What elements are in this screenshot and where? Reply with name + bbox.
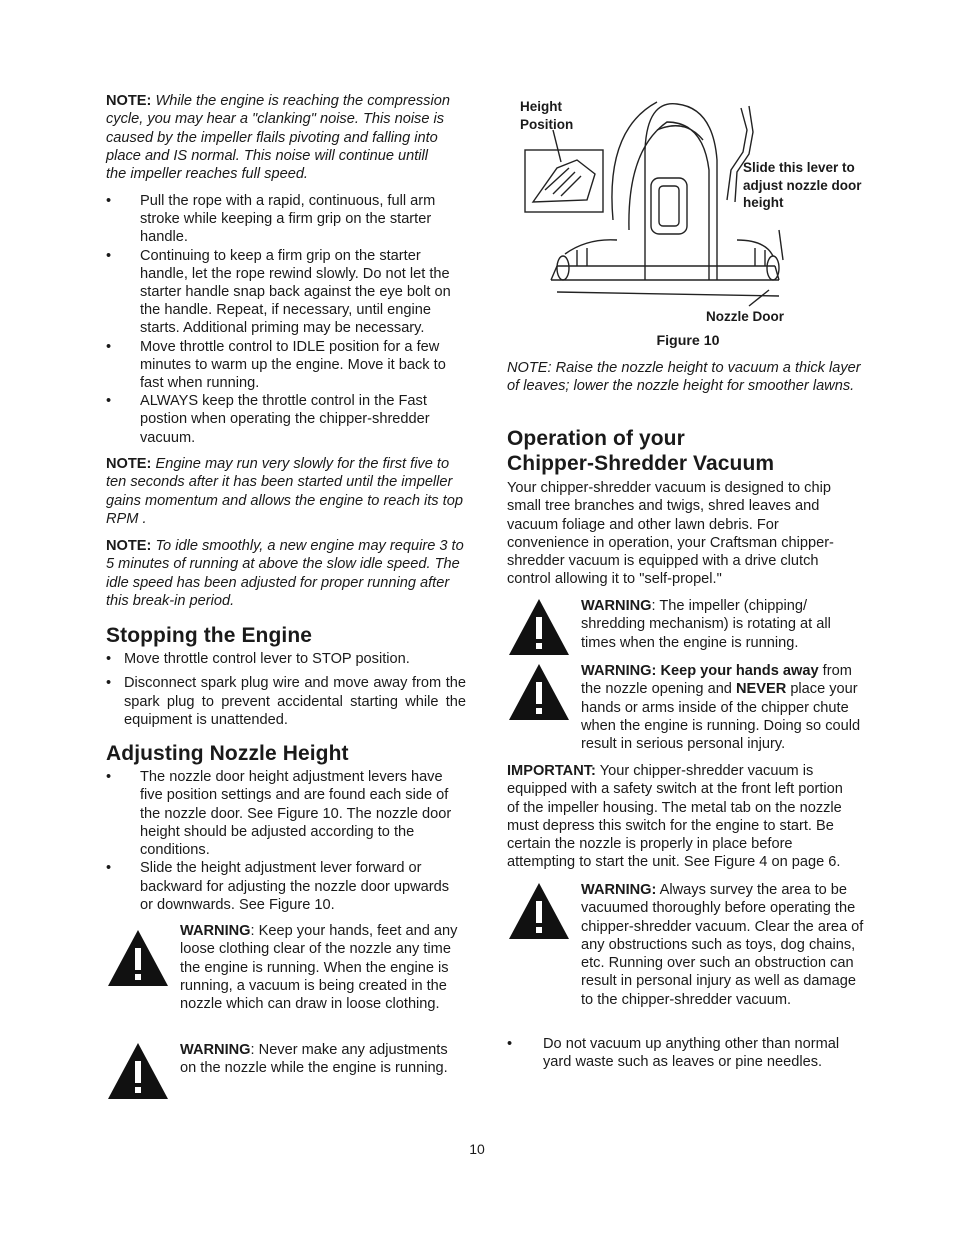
figure-label-nozzle-door: Nozzle Door <box>706 309 785 324</box>
warning-block <box>507 597 869 657</box>
vacuum-bullet-list <box>507 1035 859 1072</box>
bullet-icon: • <box>507 1036 513 1052</box>
heading-stopping-engine: Stopping the Engine <box>106 624 313 647</box>
bullet-icon: • <box>106 393 112 410</box>
bullet-icon: • <box>106 769 112 785</box>
bullet-icon: • <box>106 193 112 209</box>
warning-block: WARNING: Keep your hands away from the nozzle opening and NEVER place your hands or arms inside of the chipper chute when the engine is running. Doing so could result in serious personal injury. <box>507 662 869 757</box>
warning-label: WARNING <box>581 598 652 614</box>
warning-icon <box>507 662 571 724</box>
figure-caption: Figure 10 <box>656 333 720 349</box>
important-paragraph: IMPORTANT: Your chipper-shredder vacuum is equipped with a safety switch at the front left portion of the impeller housing. The metal tab on the nozzle must depress this switch for the engine to start. Be certain the nozzle is properly in place before attempting to start the unit. See Figure 4 on page 6. <box>507 763 843 871</box>
note-nozzle-height: NOTE: Raise the nozzle height to vacuum a thick layer of leaves; lower the nozzle height for smoother lawns. <box>507 360 861 395</box>
note-idle <box>106 537 468 610</box>
note-label: NOTE: <box>106 456 152 472</box>
note-compression <box>106 92 451 183</box>
bullet-icon: • <box>106 651 112 667</box>
list-item: • Continuing to keep a firm grip on the starter handle, let the rope rewind slowly. Do not let the starter handle snap back against the eye bolt on the handle. Repeat, if necessary, until engine starts. Additional priming may be necessary. <box>106 247 451 337</box>
figure-10 <box>507 90 869 360</box>
warning-block <box>507 881 869 1029</box>
stopping-bullet-list <box>106 650 466 729</box>
note-label: NOTE: <box>106 538 152 554</box>
starting-bullet-list <box>106 192 452 447</box>
note-text: Engine may run very slowly for the first five to ten seconds after it has been started until the impeller gains momentum and allows the engine to reach its top RPM . <box>106 456 463 527</box>
warning-icon <box>106 1041 170 1103</box>
list-item: • Disconnect spark plug wire and move away from the spark plug to prevent accidental starting while the equipment is unattended. <box>106 675 466 728</box>
vacuum-illustration <box>517 90 787 310</box>
note-text: While the engine is reaching the compression cycle, you may hear a "clanking" noise. This noise is caused by the impeller flails pivoting and falling into place and IS normal. This noise will continue untill the impeller reaches full speed. <box>106 93 450 183</box>
warning-text: Always survey the area to be vacuumed thoroughly before operating the chipper-shredder vacuum. Clear the area of any obstructions such as toys, dog chains, etc. Running over such an obstruction can result in personal injury as well as damage to the chipper-shredder vacuum. <box>581 882 864 1008</box>
warning-icon <box>507 881 571 943</box>
bullet-icon: • <box>106 860 112 877</box>
warning-label: WARNING <box>180 1042 251 1058</box>
warning-label: WARNING: <box>581 882 657 898</box>
list-item: • Move throttle control to IDLE position for a few minutes to warm up the engine. Move it back to fast when running. <box>106 338 446 392</box>
warning-icon <box>507 597 571 659</box>
operation-paragraph: Your chipper-shredder vacuum is designed to chip small tree branches and twigs, shred leaves and vacuum foliage and other lawn debris. For convenience in operation, your Craftsman chipper-shredder vacuum is equipped with a drive clutch control allowing it to "self-propel." <box>507 480 834 588</box>
note-text: To idle smoothly, a new engine may require 3 to 5 minutes of running at above the slow idle speed. The idle speed has been adjusted for proper running after this break-in period. <box>106 538 464 609</box>
adjusting-bullet-list <box>106 768 466 914</box>
bullet-icon: • <box>106 338 112 355</box>
list-item: • The nozzle door height adjustment levers have five position settings and are found each side of the nozzle door. See Figure 10. The nozzle door height should be adjusted according to the conditions. <box>106 769 452 859</box>
never-emphasis: NEVER <box>735 681 787 698</box>
list-item: • Do not vacuum up anything other than normal yard waste such as leaves or pine needles. <box>507 1036 840 1071</box>
warning-text: : Keep your hands, feet and any loose clothing clear of the nozzle any time the engine is running. When the engine is running, a vacuum is being created in the nozzle which can draw in loose clothing. <box>180 923 458 1013</box>
list-item: • Move throttle control lever to STOP position. <box>106 651 410 667</box>
warning-text: : Never make any adjustments on the nozzle while the engine is running. <box>180 1042 448 1077</box>
warning-text: : The impeller (chipping/ shredding mechanism) is rotating at all times when the engine is running. <box>581 598 831 651</box>
important-label: IMPORTANT: <box>507 763 596 779</box>
page-number: 10 <box>469 1141 485 1157</box>
figure-label-height-position: Height Position <box>520 99 574 132</box>
note-engine-slow <box>106 455 468 528</box>
warning-block <box>106 922 466 1032</box>
warning-label: WARNING <box>180 923 251 939</box>
heading-operation: Operation of your Chipper-Shredder Vacuum <box>507 427 775 475</box>
warning-icon <box>106 928 170 990</box>
note-label: NOTE: <box>106 93 152 109</box>
heading-adjusting-nozzle: Adjusting Nozzle Height <box>106 742 349 765</box>
list-item: • Slide the height adjustment lever forward or backward for adjusting the nozzle door upwards or downwards. See Figure 10. <box>106 860 450 914</box>
warning-block <box>106 1041 466 1101</box>
bullet-icon: • <box>106 247 112 264</box>
warning-label: WARNING: Keep your hands away <box>581 663 819 679</box>
figure-label-slide-lever: Slide this lever to adjust nozzle door height <box>743 160 862 210</box>
list-item: • Pull the rope with a rapid, continuous, full arm stroke while keeping a firm grip on the starter handle. <box>106 193 436 246</box>
list-item: • ALWAYS keep the throttle control in the Fast postion when operating the chipper-shredder vacuum. <box>106 393 430 446</box>
bullet-icon: • <box>106 675 112 692</box>
